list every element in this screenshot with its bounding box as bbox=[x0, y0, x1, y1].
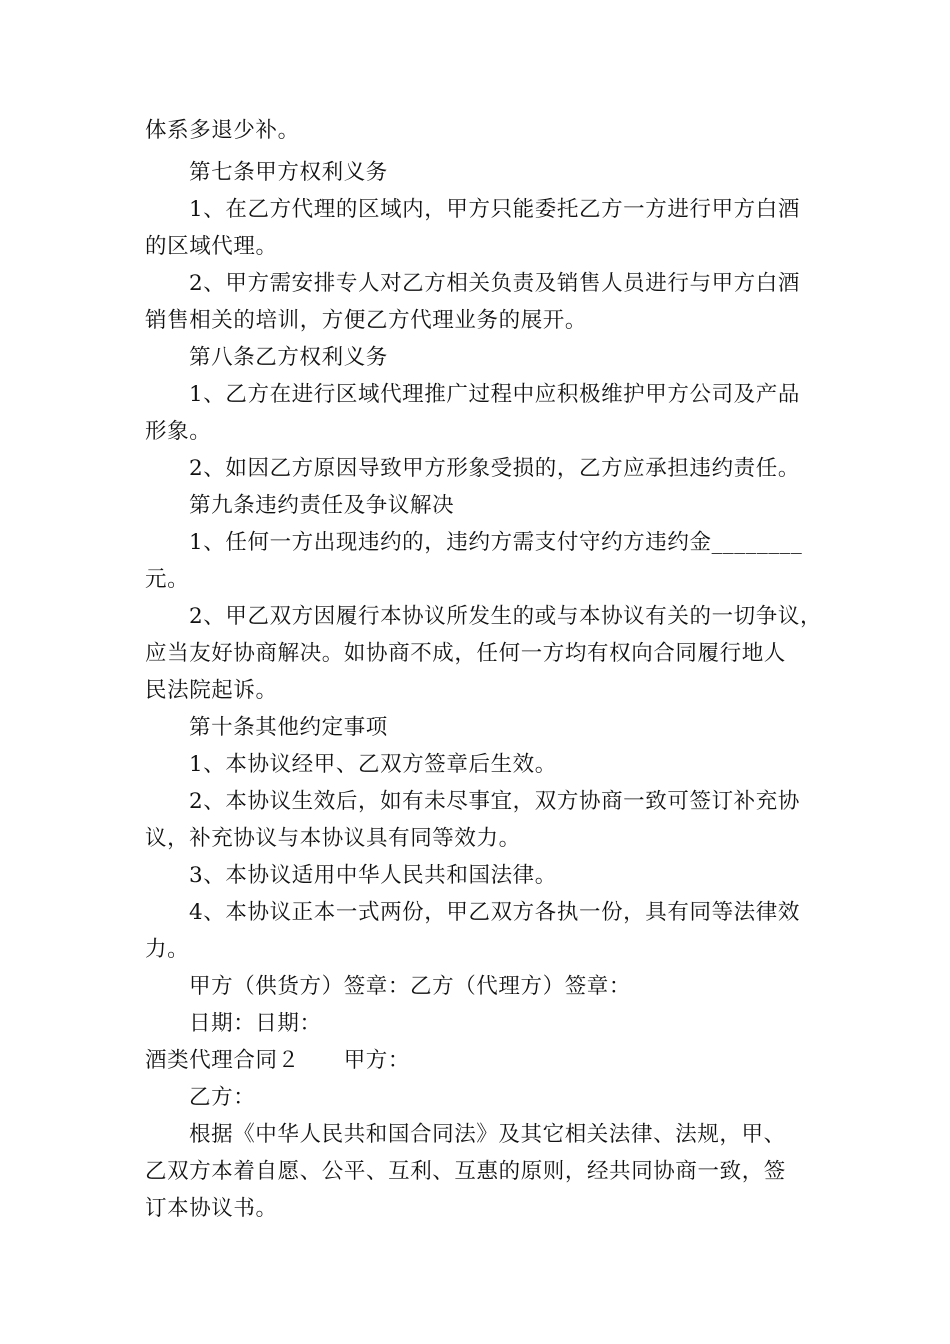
party-a-label: 甲方： bbox=[343, 1048, 411, 1073]
article-heading: 第十条其他约定事项 bbox=[189, 715, 388, 740]
date-line: 日期：日期： bbox=[189, 1011, 322, 1036]
text-line: 乙双方本着自愿、公平、互利、互惠的原则，经共同协商一致，签 bbox=[145, 1159, 786, 1184]
text-line: 议，补充协议与本协议具有同等效力。 bbox=[145, 826, 521, 851]
text-line: 2、本协议生效后，如有未尽事宜，双方协商一致可签订补充协 bbox=[189, 789, 800, 814]
text-line: 1、乙方在进行区域代理推广过程中应积极维护甲方公司及产品 bbox=[189, 382, 800, 407]
article-heading: 第九条违约责任及争议解决 bbox=[189, 493, 455, 518]
text-line: 2、如因乙方原因导致甲方形象受损的，乙方应承担违约责任。 bbox=[189, 456, 800, 481]
text-line: 元。 bbox=[145, 567, 190, 592]
text-line: 4、本协议正本一式两份，甲乙双方各执一份，具有同等法律效 bbox=[189, 900, 800, 925]
text-line: 2、甲乙双方因履行本协议所发生的或与本协议有关的一切争议， bbox=[189, 604, 823, 629]
contract-title-line bbox=[145, 1046, 410, 1076]
article-heading: 第八条乙方权利义务 bbox=[189, 345, 388, 370]
contract-title: 酒类代理合同２ bbox=[145, 1048, 300, 1073]
text-line: 体系多退少补。 bbox=[145, 118, 300, 143]
text-line: 应当友好协商解决。如协商不成，任何一方均有权向合同履行地人 bbox=[145, 641, 786, 666]
text-line: 订本协议书。 bbox=[145, 1196, 278, 1221]
text-line: 民法院起诉。 bbox=[145, 678, 278, 703]
text-line: 1、本协议经甲、乙双方签章后生效。 bbox=[189, 752, 557, 777]
text-line: 力。 bbox=[145, 937, 190, 962]
text-line: 3、本协议适用中华人民共和国法律。 bbox=[189, 863, 557, 888]
signature-line: 甲方（供货方）签章：乙方（代理方）签章： bbox=[189, 974, 632, 999]
text-line: 2、甲方需安排专人对乙方相关负责及销售人员进行与甲方白酒 bbox=[189, 271, 800, 296]
party-b-label: 乙方： bbox=[189, 1085, 256, 1110]
text-line: 形象。 bbox=[145, 419, 212, 444]
article-heading: 第七条甲方权利义务 bbox=[189, 160, 388, 185]
text-line: 1、在乙方代理的区域内，甲方只能委托乙方一方进行甲方白酒 bbox=[189, 197, 800, 222]
text-line: 的区域代理。 bbox=[145, 234, 278, 259]
text-line: 根据《中华人民共和国合同法》及其它相关法律、法规，甲、 bbox=[189, 1122, 786, 1147]
text-line: 销售相关的培训，方便乙方代理业务的展开。 bbox=[145, 308, 588, 333]
text-line: 1、任何一方出现违约的，违约方需支付守约方违约金________ bbox=[189, 530, 803, 555]
